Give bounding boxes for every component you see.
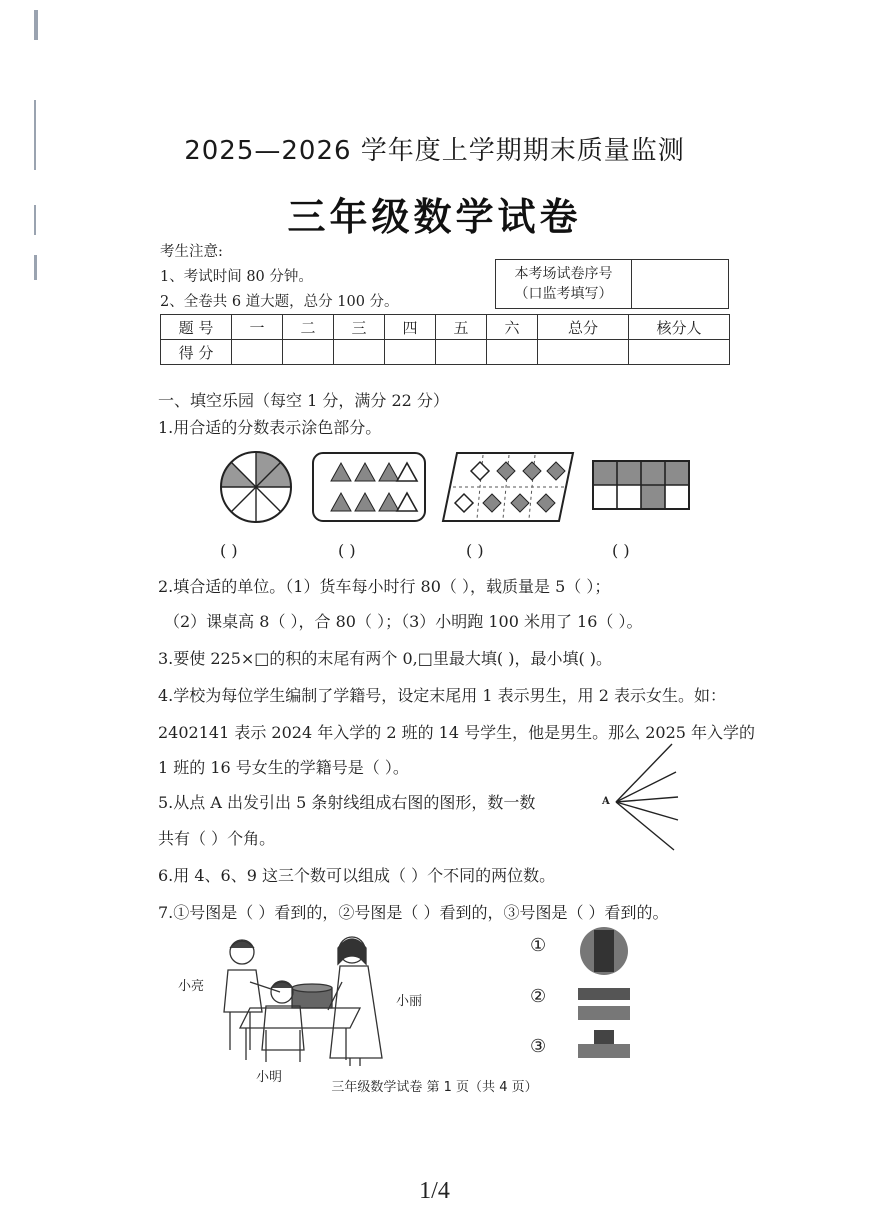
score-input-cell[interactable] — [487, 340, 538, 365]
name-xiaoming: 小明 — [256, 1070, 283, 1085]
table-row — [161, 315, 730, 340]
table-cell: 一 — [232, 315, 283, 340]
exam-title: 2025—2026 学年度上学期期末质量监测 — [184, 136, 685, 166]
name-xiaoliang: 小亮 — [178, 979, 205, 994]
answer-blank-1[interactable]: ( ) — [220, 541, 238, 560]
table-cell: 二 — [283, 315, 334, 340]
view-mark-3: ③ — [530, 1036, 547, 1057]
table-cell: 五 — [436, 315, 487, 340]
answer-blank-2[interactable]: ( ) — [338, 541, 356, 560]
page-number: 1/4 — [419, 1178, 450, 1204]
score-input-cell[interactable] — [629, 340, 730, 365]
seq-label-line1: 本考场试卷序号 — [514, 266, 613, 282]
diamond-group — [443, 453, 573, 521]
view-figures — [570, 926, 640, 1062]
score-input-cell[interactable] — [436, 340, 487, 365]
question-4-line-2: 2402141 表示 2024 年入学的 2 班的 14 号学生，他是男生。那么 2025 年入学的 — [158, 723, 756, 742]
question-2-line-2: （2）课桌高 8（ ），合 80（ ）；（3）小明跑 100 米用了 16（ ）。 — [164, 612, 643, 631]
answer-blank-3[interactable]: ( ) — [466, 541, 484, 560]
question-1: 1.用合适的分数表示涂色部分。 — [158, 418, 382, 437]
question-4-line-3: 1 班的 16 号女生的学籍号是（ ）。 — [158, 758, 409, 777]
view-mark-1: ① — [530, 935, 547, 956]
seq-label-line2: （口监考填写） — [514, 286, 613, 302]
table-cell: 六 — [487, 315, 538, 340]
exam-subtitle: 三年级数学试卷 — [287, 195, 582, 239]
top-view — [580, 927, 628, 975]
table-cell: 四 — [385, 315, 436, 340]
view-mark-2: ② — [530, 986, 547, 1007]
seq-number-box — [495, 259, 729, 309]
classroom-illustration — [210, 930, 395, 1070]
scan-mark — [34, 10, 38, 40]
side-view — [578, 1030, 630, 1058]
rays-figure — [612, 742, 684, 854]
table-cell: 得 分 — [161, 340, 232, 365]
shaded-circle — [221, 452, 291, 522]
table-cell: 三 — [334, 315, 385, 340]
question-6: 6.用 4、6、9 这三个数可以组成（ ）个不同的两位数。 — [158, 866, 556, 885]
question-5-line-2: 共有（ ）个角。 — [158, 829, 276, 848]
question-4-line-1: 4.学校为每位学生编制了学籍号，设定末尾用 1 表示男生，用 2 表示女生。如： — [158, 686, 726, 705]
table-cell: 核分人 — [629, 315, 730, 340]
scan-mark — [34, 255, 37, 280]
answer-blank-4[interactable]: ( ) — [612, 541, 630, 560]
table-cell: 题 号 — [161, 315, 232, 340]
page-caption: 三年级数学试卷 第 1 页（共 4 页） — [331, 1080, 538, 1095]
triangle-group — [313, 453, 425, 521]
score-input-cell[interactable] — [283, 340, 334, 365]
point-a-label: A — [602, 796, 610, 807]
notice-item-2: 2、全卷共 6 道大题，总分 100 分。 — [160, 294, 399, 310]
score-input-cell[interactable] — [538, 340, 629, 365]
table-row — [161, 340, 730, 365]
question-3: 3.要使 225×□的积的末尾有两个 0,□里最大填( )，最小填( )。 — [158, 649, 613, 668]
seq-number-label — [496, 260, 632, 308]
notice-item-1: 1、考试时间 80 分钟。 — [160, 269, 313, 285]
question-2-line-1: 2.填合适的单位。（1）货车每小时行 80（ ），载质量是 5（ ）； — [158, 577, 611, 596]
question-5-line-1: 5.从点 A 出发引出 5 条射线组成右图的图形，数一数 — [158, 793, 536, 812]
section-heading: 一、填空乐园（每空 1 分，满分 22 分） — [158, 391, 449, 410]
grid-group — [593, 461, 689, 509]
score-input-cell[interactable] — [334, 340, 385, 365]
seq-number-field[interactable] — [632, 260, 728, 308]
name-xiaoli: 小丽 — [396, 994, 423, 1009]
front-view — [578, 988, 630, 1020]
table-cell: 总分 — [538, 315, 629, 340]
fraction-figures — [215, 450, 695, 528]
score-input-cell[interactable] — [385, 340, 436, 365]
notice-heading: 考生注意: — [160, 244, 223, 260]
score-input-cell[interactable] — [232, 340, 283, 365]
score-table — [160, 314, 730, 365]
question-7: 7.①号图是（ ）看到的，②号图是（ ）看到的，③号图是（ ）看到的。 — [158, 903, 669, 922]
